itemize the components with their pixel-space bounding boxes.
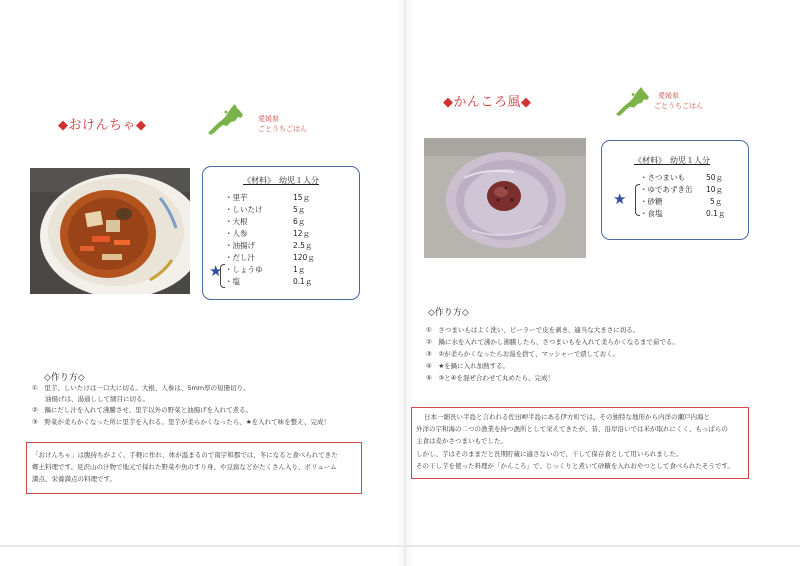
material-name: ・砂糖 bbox=[640, 197, 663, 206]
note-line: 「おけんちゃ」は腹持ちがよく、手軽に作れ、体が温まるので南宇和郡では、冬になると食べられてきた bbox=[32, 451, 338, 459]
method-step: ② 鍋に水を入れて沸かし沸騰したら、さつまいもを入れて柔らかくなるまで茹でる。 bbox=[426, 338, 679, 346]
method-step: ① さつまいもはよく洗い、ピーラーで皮を剥き、適当な大きさに切る。 bbox=[426, 326, 640, 334]
materials-header: 《材料》 幼児１人分 bbox=[243, 176, 319, 185]
seasoning-bracket bbox=[635, 184, 640, 216]
material-name: ・さつまいも bbox=[640, 173, 685, 182]
page-fold bbox=[404, 0, 406, 566]
region-label: 愛媛県 bbox=[658, 92, 679, 100]
note-line: 外洋の宇和海の二つの漁業を持つ漁所として栄えてきたが、昔、沿岸沿いでは米が取れにくく、もっぱらの bbox=[416, 425, 728, 433]
star-icon: ★ bbox=[209, 262, 223, 280]
material-amount: 50ｇ bbox=[706, 173, 724, 182]
materials-box bbox=[202, 166, 360, 300]
note-line: 日本一細長い半島と言われる佐田岬半島にある伊方町では、その独特な地形から内洋の瀬戸内海と bbox=[424, 413, 710, 421]
dish-photo-kankoro bbox=[424, 138, 586, 258]
note-line: しかし、芋はそのままだと長期貯蔵に適さないので、干して保存食として用いられました。 bbox=[416, 450, 683, 458]
note-line: 満点、栄養満点の料理です。 bbox=[32, 475, 116, 483]
material-name: ・塩 bbox=[225, 277, 240, 286]
method-step: ③ ②が柔らかくなったらお湯を捨て、マッシャーで潰しておく。 bbox=[426, 350, 620, 358]
material-name: ・人参 bbox=[225, 229, 248, 238]
note-line: その干し芋を使った料理が「かんころ」で、じっくりと煮いて砂糖を入れおやつとして食べられたそうです。 bbox=[416, 462, 734, 470]
material-name: ・油揚げ bbox=[225, 241, 255, 250]
region-sublabel: ごとうちごはん bbox=[258, 125, 307, 133]
material-name: ・ゆであずき缶 bbox=[640, 185, 693, 194]
dish-photo-okencha bbox=[30, 168, 190, 294]
material-amount: 1ｇ bbox=[293, 265, 306, 274]
method-step: 油揚げは、湯通しして細目に切る。 bbox=[32, 395, 149, 403]
material-name: ・大根 bbox=[225, 217, 248, 226]
method-heading: ◇作り方◇ bbox=[428, 308, 469, 318]
material-amount: 10ｇ bbox=[706, 185, 724, 194]
material-amount: 12ｇ bbox=[293, 229, 311, 238]
material-name: ・しいたけ bbox=[225, 205, 263, 214]
region-sublabel: ごとうちごはん bbox=[654, 102, 703, 110]
method-step: ① 里芋、しいたけは一口大に切る。大根、人参は、5mm厚の短冊切り。 bbox=[32, 384, 250, 392]
method-step: ④ ★を鍋に入れ加熱する。 bbox=[426, 362, 510, 370]
scan-edge bbox=[0, 545, 800, 547]
recipe-title: ◆かんころ風◆ bbox=[443, 95, 532, 110]
method-step: ③ 野菜が柔らかくなった所に里芋を入れる。里芋が柔らかくなったら、★を入れて味を整え、完成！ bbox=[32, 418, 331, 426]
materials-header: 《材料》 幼児１人分 bbox=[634, 156, 710, 165]
star-icon: ★ bbox=[613, 190, 627, 208]
material-name: ・だし汁 bbox=[225, 253, 255, 262]
material-amount: 5ｇ bbox=[293, 205, 306, 214]
material-amount: 2.5ｇ bbox=[293, 241, 313, 250]
ehime-map-icon bbox=[613, 86, 653, 118]
region-label: 愛媛県 bbox=[258, 115, 279, 123]
material-amount: 0.1ｇ bbox=[706, 209, 726, 218]
material-amount: 0.1ｇ bbox=[293, 277, 313, 286]
material-name: ・里芋 bbox=[225, 193, 248, 202]
material-amount: 5ｇ bbox=[710, 197, 723, 206]
ehime-map-icon bbox=[206, 103, 246, 137]
note-line: 主食は麦かさつまいもでした。 bbox=[416, 437, 507, 445]
method-step: ② 鍋にだし汁を入れて沸騰させ、里芋以外の野菜と油揚げを入れて煮る。 bbox=[32, 406, 253, 414]
material-amount: 120ｇ bbox=[293, 253, 315, 262]
note-line: 郷土料理です。見沢山の汁物で地元で採れた野菜や魚のすり身、や豆腐などがたくさん入り、ボリューム bbox=[32, 463, 337, 471]
material-name: ・しょうゆ bbox=[225, 265, 263, 274]
method-heading: ◇作り方◇ bbox=[44, 373, 85, 383]
method-step: ⑤ ③と④を混ぜ合わせて丸めたら、完成！ bbox=[426, 374, 554, 382]
material-name: ・食塩 bbox=[640, 209, 663, 218]
recipe-title: ◆おけんちゃ◆ bbox=[58, 118, 147, 133]
material-amount: 6ｇ bbox=[293, 217, 306, 226]
material-amount: 15ｇ bbox=[293, 193, 311, 202]
